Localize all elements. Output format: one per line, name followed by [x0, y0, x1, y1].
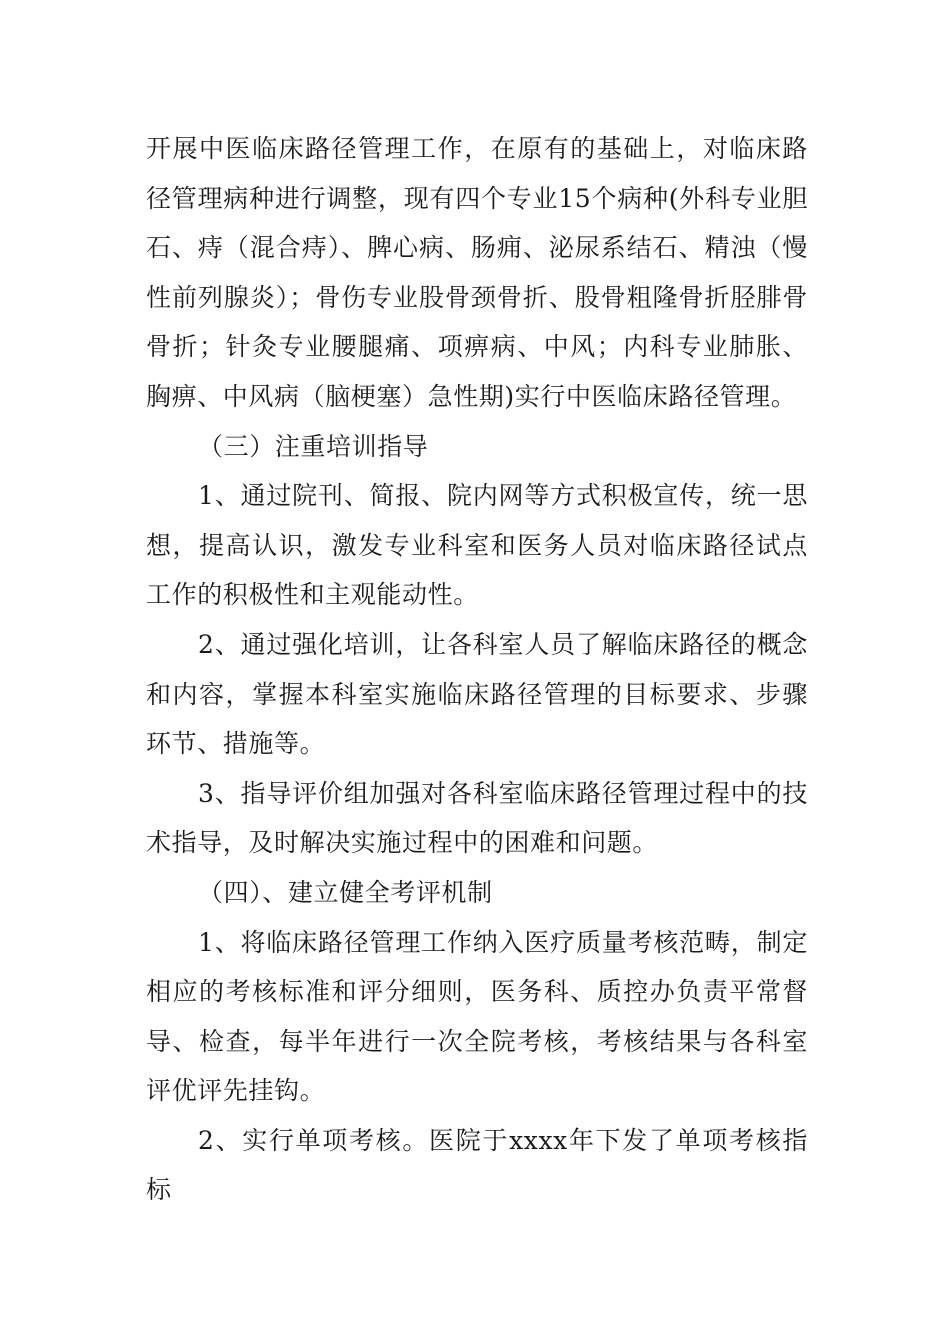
paragraph-evaluation-item-1: 1、将临床路径管理工作纳入医疗质量考核范畴，制定相应的考核标准和评分细则，医务科、质控办负责平常督导、检查，每半年进行一次全院考核，考核结果与各科室评优评先挂钩。 — [146, 927, 808, 1106]
paragraph-training-item-1: 1、通过院刊、简报、院内网等方式积极宣传，统一思想，提高认识，激发专业科室和医务人员对临床路径试点工作的积极性和主观能动性。 — [146, 481, 808, 610]
paragraph-pathway-diseases: 开展中医临床路径管理工作，在原有的基础上，对临床路径管理病种进行调整，现有四个专业15个病种(外科专业胆石、痔（混合痔）、脾心病、肠痈、泌尿系结石、精浊（慢性前列腺炎）；骨伤专业股骨颈骨折、股骨粗隆骨折胫腓骨骨折；针灸专业腰腿痛、项痹病、中风；内科专业肺胀、胸痹、中风病（脑梗塞）急性期)实行中医临床路径管理。 — [146, 134, 808, 411]
paragraph-evaluation-item-2: 2、实行单项考核。医院于xxxx年下发了单项考核指标 — [146, 1125, 808, 1205]
heading-evaluation-mechanism: （四）、建立健全考评机制 — [198, 877, 493, 907]
document-body — [146, 124, 808, 1215]
paragraph-training-item-2: 2、通过强化培训，让各科室人员了解临床路径的概念和内容，掌握本科室实施临床路径管理的目标要求、步骤环节、措施等。 — [146, 629, 808, 759]
heading-training-guidance: （三）注重培训指导 — [198, 431, 429, 461]
paragraph-training-item-3: 3、指导评价组加强对各科室临床路径管理过程中的技术指导，及时解决实施过程中的困难和问题。 — [146, 778, 808, 858]
